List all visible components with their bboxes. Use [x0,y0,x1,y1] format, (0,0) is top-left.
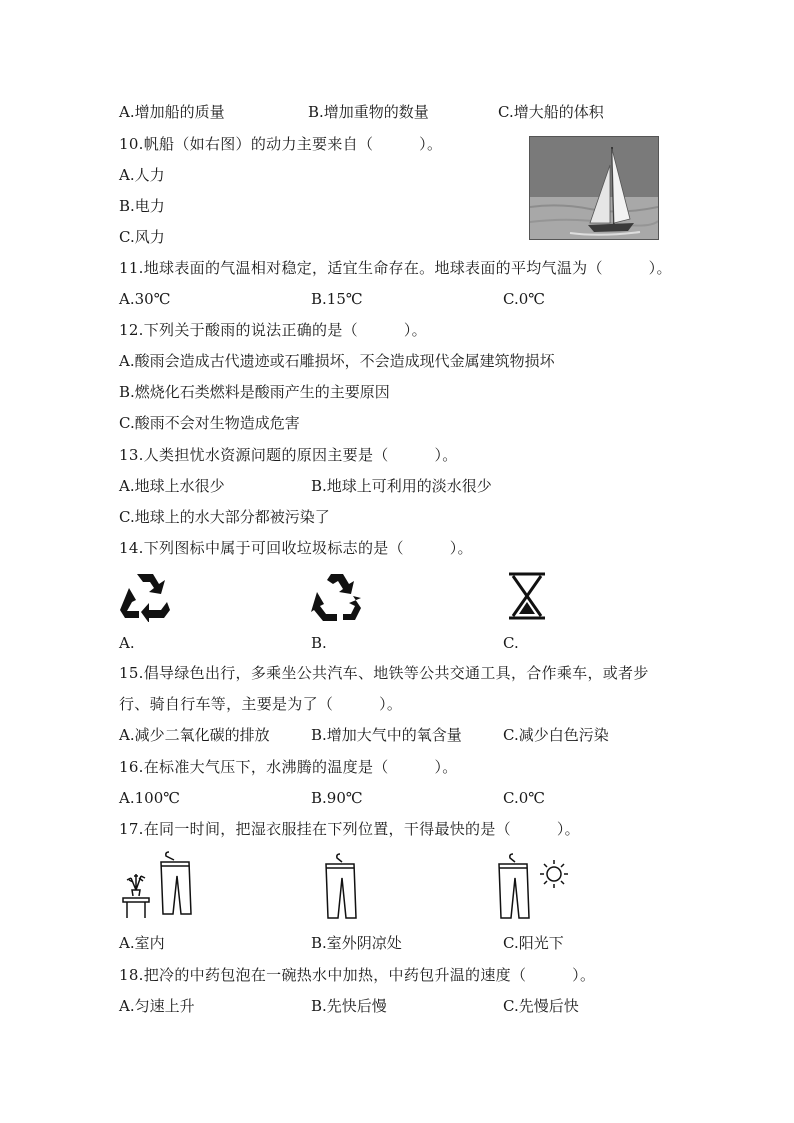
q10-stem: 10.帆船（如右图）的动力主要来自（ ）。 [119,135,443,153]
q14-option-c: C. [503,634,519,652]
pants-shade-icon [320,852,360,928]
q10-option-a: A.人力 [119,166,165,184]
q15-option-a: A.减少二氧化碳的排放 [119,726,270,744]
hourglass-icon [503,570,551,626]
q11-stem: 11.地球表面的气温相对稳定，适宜生命存在。地球表面的平均气温为（ ）。 [119,259,672,277]
q18-stem: 18.把冷的中药包泡在一碗热水中加热，中药包升温的速度（ ）。 [119,966,596,984]
recycle-icon [311,570,363,626]
triangle-recycle-icon [119,570,171,626]
q16-stem: 16.在标准大气压下，水沸腾的温度是（ ）。 [119,758,458,776]
q11-option-a: A.30℃ [119,290,171,308]
q15-stem-line1: 15.倡导绿色出行，多乘坐公共汽车、地铁等公共交通工具，合作乘车，或者步 [119,664,649,682]
q15-option-c: C.减少白色污染 [503,726,609,744]
q13-option-a: A.地球上水很少 [119,477,225,495]
q14-option-a: A. [119,634,135,652]
sailboat-photo [529,136,659,240]
q17-option-a: A.室内 [119,934,165,952]
q14-stem: 14.下列图标中属于可回收垃圾标志的是（ ）。 [119,539,473,557]
q12-option-c: C.酸雨不会对生物造成危害 [119,414,300,432]
q17-stem: 17.在同一时间，把湿衣服挂在下列位置，干得最快的是（ ）。 [119,820,580,838]
q17-option-b: B.室外阴凉处 [311,934,402,952]
q13-stem: 13.人类担忧水资源问题的原因主要是（ ）。 [119,446,458,464]
pants-sun-icon [493,852,573,928]
q11-option-c: C.0℃ [503,290,546,308]
q18-option-b: B.先快后慢 [311,997,387,1015]
q16-option-c: C.0℃ [503,789,546,807]
q10-option-c: C.风力 [119,228,165,246]
q12-stem: 12.下列关于酸雨的说法正确的是（ ）。 [119,321,427,339]
q11-option-b: B.15℃ [311,290,363,308]
q17-option-c: C.阳光下 [503,934,564,952]
q10-option-b: B.电力 [119,197,165,215]
pants-indoor-icon [119,848,199,924]
q12-option-b: B.燃烧化石类燃料是酸雨产生的主要原因 [119,383,390,401]
q16-option-a: A.100℃ [119,789,181,807]
q15-option-b: B.增加大气中的氧含量 [311,726,462,744]
q16-option-b: B.90℃ [311,789,363,807]
q18-option-a: A.匀速上升 [119,997,195,1015]
q13-option-b: B.地球上可利用的淡水很少 [311,477,492,495]
q9-option-b: B.增加重物的数量 [308,103,429,121]
q15-stem-line2: 行、骑自行车等，主要是为了（ ）。 [119,695,403,713]
q9-option-a: A.增加船的质量 [119,103,225,121]
q12-option-a: A.酸雨会造成古代遗迹或石雕损坏，不会造成现代金属建筑物损坏 [119,352,555,370]
q13-option-c: C.地球上的水大部分都被污染了 [119,508,330,526]
q18-option-c: C.先慢后快 [503,997,579,1015]
q9-option-c: C.增大船的体积 [498,103,604,121]
q14-option-b: B. [311,634,327,652]
